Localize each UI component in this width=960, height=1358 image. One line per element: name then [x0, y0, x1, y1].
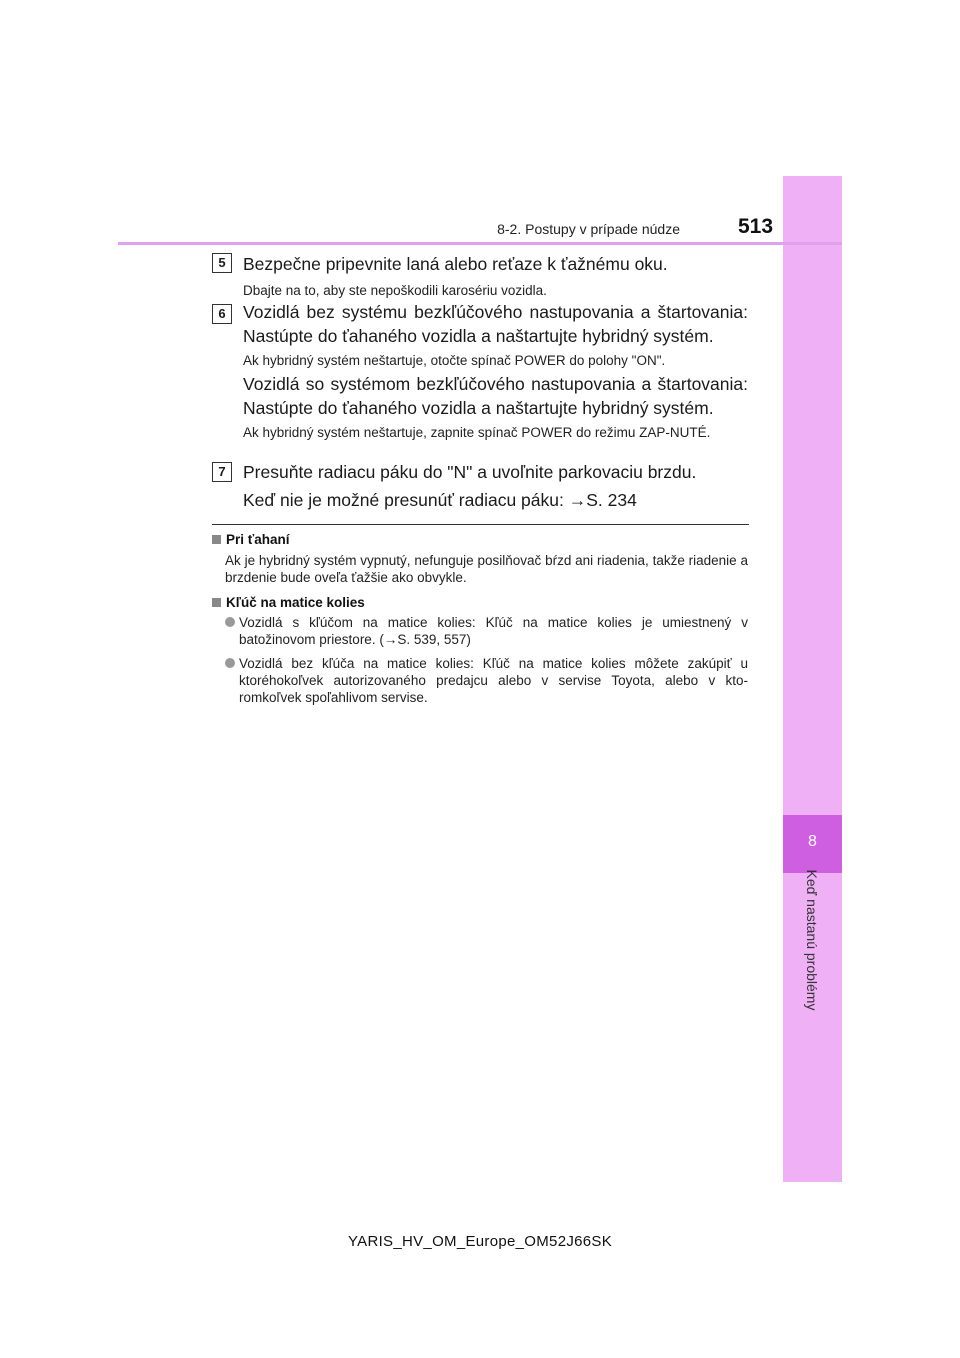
- step-5-note: Dbajte na to, aby ste nepoškodili karosériu vozidla.: [243, 283, 547, 298]
- header-divider: [118, 242, 842, 245]
- step-7-reference: Keď nie je možné presunúť radiacu páku: →S. 234: [243, 490, 637, 510]
- step-number-5: 5: [212, 253, 232, 273]
- step-6-text: Vozidlá bez systému bezkľúčového nastupovania a štartovania: Nastúpte do ťahaného vozidla a naštartujte hybridný systém.: [243, 302, 748, 346]
- section-title: 8-2. Postupy v prípade núdze: [497, 221, 680, 237]
- page-number: 513: [738, 215, 774, 238]
- wrench-note-title: Kľúč na matice kolies: [226, 595, 365, 610]
- wrench-item-1: Vozidlá s kľúčom na matice kolies: Kľúč na matice kolies je umiestnený v batožinovom priestore. (→S. 539, 557): [239, 615, 748, 647]
- chapter-title: Keď nastanú problémy: [804, 869, 820, 1011]
- step-number-7: 7: [212, 462, 232, 482]
- wrench-item-2: Vozidlá bez kľúča na matice kolies: Kľúč na matice kolies môžete zakúpiť u ktoréhokoľvek autorizovaného predajcu alebo v servise Toyota, alebo v kto-romkoľvek spoľahlivom servise.: [239, 656, 748, 705]
- step-6-note-keyless: Ak hybridný systém neštartuje, zapnite spínač POWER do režimu ZAP-NUTÉ.: [243, 425, 711, 440]
- document-footer: YARIS_HV_OM_Europe_OM52J66SK: [347, 1233, 613, 1250]
- chapter-tab[interactable]: [783, 815, 842, 873]
- notes-divider: [212, 524, 749, 525]
- chapter-number: 8: [808, 833, 817, 850]
- step-6-note: Ak hybridný systém neštartuje, otočte spínač POWER do polohy "ON".: [243, 353, 666, 368]
- step-5-text: Bezpečne pripevnite laná alebo reťaze k ťažnému oku.: [243, 254, 668, 274]
- square-bullet-icon: [212, 535, 221, 544]
- round-bullet-icon: [225, 658, 235, 668]
- square-bullet-icon: [212, 598, 221, 607]
- towing-note-heading: [212, 532, 290, 547]
- chapter-side-band: [783, 176, 842, 1182]
- wrench-note-heading: [212, 595, 365, 610]
- step-number-6: 6: [212, 304, 232, 324]
- towing-note-text: Ak je hybridný systém vypnutý, nefunguje posilňovač bŕzd ani riadenia, takže riadenie a brzdenie bude oveľa ťažšie ako obvykle.: [225, 553, 748, 585]
- round-bullet-icon: [225, 617, 235, 627]
- towing-note-title: Pri ťahaní: [226, 532, 290, 547]
- list-item: [225, 614, 748, 648]
- step-6-text-keyless: Vozidlá so systémom bezkľúčového nastupovania a štartovania: Nastúpte do ťahaného vozidla a naštartujte hybridný systém.: [243, 374, 748, 418]
- step-7-text: Presuňte radiacu páku do "N" a uvoľnite parkovaciu brzdu.: [243, 462, 697, 482]
- list-item: [225, 655, 748, 706]
